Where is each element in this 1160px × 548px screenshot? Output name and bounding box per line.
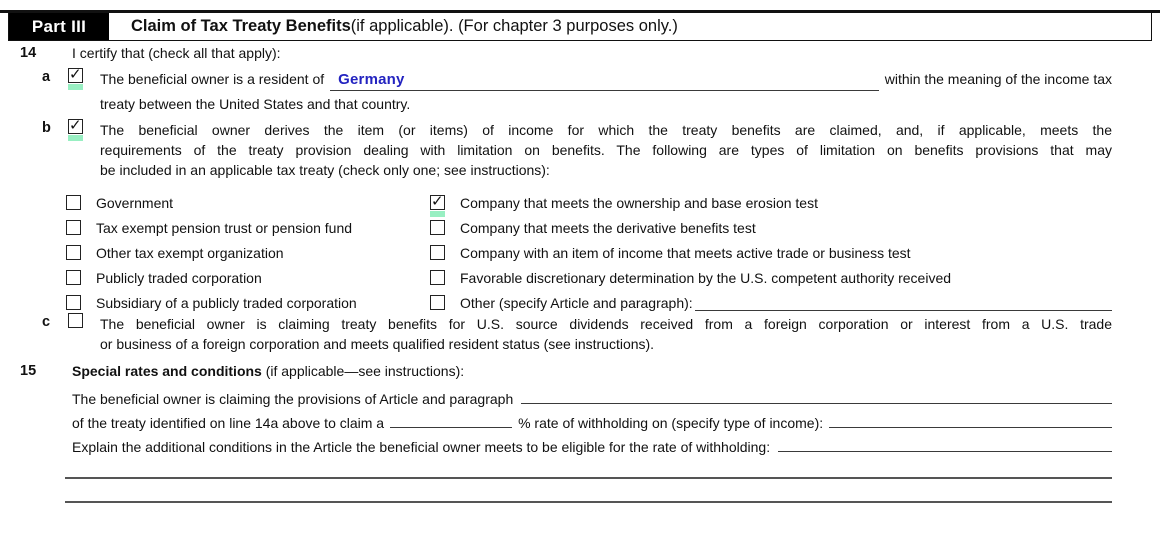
lob-option-checkbox[interactable] xyxy=(430,195,445,210)
part-title xyxy=(109,13,678,40)
line14b-line3: be included in an applicable tax treaty (check only one; see instructions): xyxy=(100,162,550,178)
lob-option-label: Company that meets the ownership and base erosion test xyxy=(460,194,818,211)
line15-row3-text: Explain the additional conditions in the Article the beneficial owner meets to be eligible for the rate of withholding: xyxy=(72,439,771,455)
lob-option-checkbox[interactable] xyxy=(66,270,81,285)
lob-option-checkbox[interactable] xyxy=(430,295,445,310)
lob-option-checkbox[interactable] xyxy=(66,195,81,210)
line15-row3 xyxy=(72,435,1112,455)
checkbox-14b[interactable] xyxy=(68,119,83,134)
lob-option-checkbox[interactable] xyxy=(430,270,445,285)
checkbox-14c[interactable] xyxy=(68,313,83,328)
lob-option-row xyxy=(430,215,1112,240)
line15-row1-text: The beneficial owner is claiming the provisions of Article and paragraph xyxy=(72,391,514,407)
lob-option-checkbox[interactable] xyxy=(430,220,445,235)
line14b-line2: requirements of the treaty provision dealing with limitation on benefits. The following are types of limitation on benefits provisions that may xyxy=(100,142,1112,158)
lob-option-row xyxy=(430,290,1112,315)
article-paragraph-blank[interactable] xyxy=(521,387,1112,404)
other-article-paragraph-blank[interactable] xyxy=(695,294,1112,311)
lob-option-label: Publicly traded corporation xyxy=(96,269,262,286)
lob-option-label: Government xyxy=(96,194,174,211)
country-field[interactable] xyxy=(330,69,879,91)
lob-option-checkbox[interactable] xyxy=(66,245,81,260)
lob-option-row xyxy=(66,215,426,240)
line14c-line2: or business of a foreign corporation and meets qualified resident status (see instructions). xyxy=(100,336,655,352)
lob-options-right-column xyxy=(430,190,1112,315)
line15-title-rest: (if applicable—see instructions): xyxy=(261,363,465,379)
line14-label: I certify that (check all that apply): xyxy=(72,45,281,61)
part-title-suffix: (if applicable). (For chapter 3 purposes only.) xyxy=(350,17,678,35)
lob-option-row xyxy=(66,240,426,265)
lob-option-label: Other tax exempt organization xyxy=(96,244,284,261)
part-iii-header xyxy=(8,13,1152,41)
line14c-letter: c xyxy=(42,314,51,330)
lob-option-row xyxy=(66,265,426,290)
line14b-letter: b xyxy=(42,120,51,136)
conditions-blank-line2[interactable] xyxy=(65,501,1112,503)
withholding-rate-blank[interactable] xyxy=(390,411,512,428)
lob-options-left-column xyxy=(66,190,426,315)
line15-title-bold: Special rates and conditions xyxy=(72,363,262,379)
part-title-main: Claim of Tax Treaty Benefits xyxy=(131,17,351,35)
line14c-line1: The beneficial owner is claiming treaty benefits for U.S. source dividends received from a foreign corporation or interest from a U.S. trade xyxy=(100,316,1112,332)
line14a-letter: a xyxy=(42,69,51,85)
line14b-text xyxy=(100,120,1112,180)
lob-option-label: Other (specify Article and paragraph): xyxy=(460,294,693,311)
line15-row2 xyxy=(72,411,1112,431)
lob-option-row xyxy=(430,265,1112,290)
lob-option-row xyxy=(66,290,426,315)
line15-row1 xyxy=(72,387,1112,407)
lob-option-checkbox[interactable] xyxy=(430,245,445,260)
income-type-blank[interactable] xyxy=(829,411,1112,428)
line15-title xyxy=(72,363,464,379)
line14a-line2: treaty between the United States and that country. xyxy=(100,96,411,112)
country-value: Germany xyxy=(338,71,405,88)
lob-option-label: Company that meets the derivative benefits test xyxy=(460,219,756,236)
part-label: Part III xyxy=(9,13,109,40)
lob-option-row xyxy=(430,190,1112,215)
line14b-line1: The beneficial owner derives the item (or items) of income for which the treaty benefits are claimed, and, if applicable, meets the xyxy=(100,122,1112,138)
conditions-blank-inline[interactable] xyxy=(778,435,1112,452)
lob-option-checkbox[interactable] xyxy=(66,220,81,235)
line14-number: 14 xyxy=(20,45,37,61)
line15-row2-text1: of the treaty identified on line 14a above to claim a xyxy=(72,415,385,431)
lob-option-row xyxy=(66,190,426,215)
lob-option-label: Tax exempt pension trust or pension fund xyxy=(96,219,353,236)
checkbox-14a[interactable] xyxy=(68,68,83,83)
line14a-text-after: within the meaning of the income tax xyxy=(884,71,1112,87)
line14c-text xyxy=(100,314,1112,354)
lob-option-label: Company with an item of income that meets active trade or business test xyxy=(460,244,911,261)
line15-row2-text2: % rate of withholding on (specify type of income): xyxy=(518,415,824,431)
conditions-blank-line1[interactable] xyxy=(65,477,1112,479)
lob-option-label: Favorable discretionary determination by the U.S. competent authority received xyxy=(460,269,952,286)
line15-number: 15 xyxy=(20,363,37,379)
lob-option-checkbox[interactable] xyxy=(66,295,81,310)
lob-option-label: Subsidiary of a publicly traded corporation xyxy=(96,294,357,311)
line14a-text-before: The beneficial owner is a resident of xyxy=(100,71,325,87)
line14a-row xyxy=(100,69,1112,91)
lob-option-row xyxy=(430,240,1112,265)
